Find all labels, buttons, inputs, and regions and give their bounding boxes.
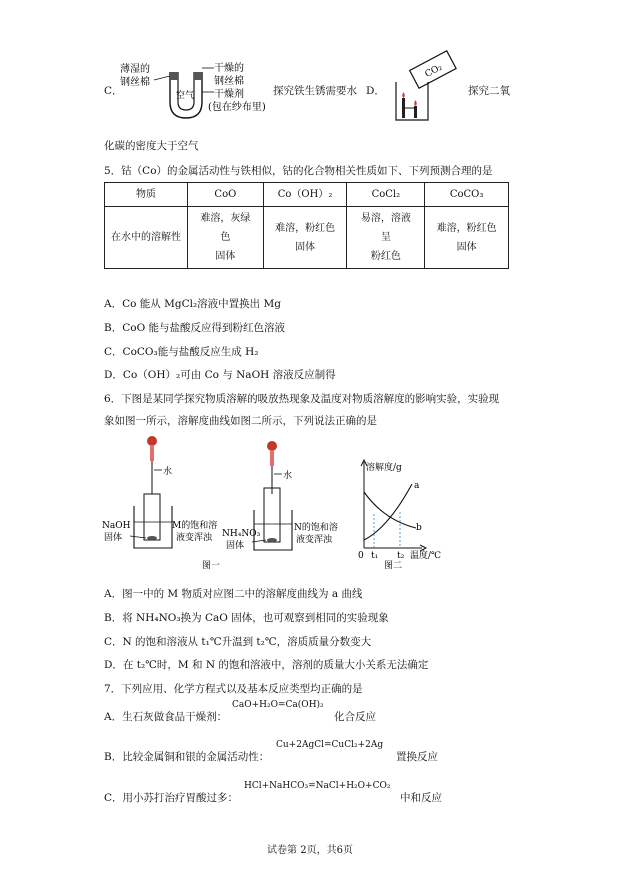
co2-density-figure [382,48,462,124]
table-cell [347,207,425,269]
q7-option-a-equation: CaO+H₂O=Ca(OH)₂ [232,700,324,710]
q7-stem: 7．下列应用、化学方程式以及基本反应类型均正确的是 [104,683,363,695]
dissolution-experiment-figure [102,432,342,574]
option-d-label: D． [366,85,385,97]
cell-line: 易溶，溶液 [360,213,411,224]
fig1-nh4-1: NH₄NO₃ [222,529,261,539]
fig2-curve-b: b [416,523,422,533]
fig1-water-right: 水 [283,471,293,481]
q7-option-b-type: 置换反应 [396,751,438,763]
table-row [105,207,509,269]
table-cell [425,207,509,269]
option-d-text: 探究二氧 [468,85,510,97]
table-header-cell: CoCl₂ [347,183,425,207]
fig2-t2: t₂ [397,551,405,561]
fig1-m-1: M的饱和溶 [172,521,218,531]
table-header-row [105,183,509,207]
cell-line: 色 [220,232,231,243]
fig-label-desiccant: 干燥剂 [214,89,244,100]
table-header-cell: CoO [188,183,264,207]
q7-option-a-type: 化合反应 [334,711,376,723]
q7-option-c-equation: HCl+NaHCO₃=NaCl+H₂O+CO₂ [244,781,391,791]
q5-option-b: B．CoO 能与盐酸反应得到粉红色溶液 [104,322,286,334]
q6-stem-line-1: 6．下图是某同学探究物质溶解的吸放热现象及温度对物质溶解度的影响实验，实验现 [104,393,500,405]
q7-option-b-label: B．比较金属铜和银的金属活动性： [104,751,270,763]
page-footer: 试卷第 2页，共6页 [267,845,353,856]
fig-label-wet-wool-2: 钢丝棉 [120,77,150,88]
q6-stem-line-2: 象如图一所示，溶解度曲线如图二所示，下列说法正确的是 [104,415,377,427]
co2-label: CO₂ [423,62,445,80]
rust-experiment-figure [118,58,268,130]
fig2-curve-a: a [414,481,420,491]
fig1-n-1: N的饱和溶 [294,523,338,533]
q5-stem: 5．钴（Co）的金属活动性与铁相似，钴的化合物相关性质如下、下列预测合理的是 [104,165,493,177]
q5-option-c: C．CoCO₃能与盐酸反应生成 H₂ [104,346,259,358]
fig2-origin: 0 [358,551,364,561]
option-d-text-cont: 化碳的密度大于空气 [104,140,199,152]
fig1-caption: 图一 [202,561,221,571]
table-header-cell: Co（OH）₂ [263,183,347,207]
fig2-caption: 图二 [384,561,403,570]
cell-line: 呈 [380,232,391,243]
q7-option-c-type: 中和反应 [400,792,442,804]
fig1-naoh-1: NaOH [102,521,131,531]
q6-option-b: B．将 NH₄NO₃换为 CaO 固体，也可观察到相同的实验现象 [104,612,389,624]
q6-option-d: D．在 t₂℃时，M 和 N 的饱和溶液中，溶剂的质量大小关系无法确定 [104,659,429,671]
fig-label-dry-1: 干燥的 [214,63,244,74]
fig-label-air: 空气 [176,91,195,101]
option-c-label: C． [104,85,123,97]
cell-line: 难溶，粉红色 [275,222,336,234]
fig1-water-left: 水 [163,467,173,477]
table-header-cell: 物质 [105,183,188,207]
q6-option-c: C．N 的饱和溶液从 t₁℃升温到 t₂℃，溶质质量分数变大 [104,636,372,648]
table-cell [188,207,264,269]
q6-option-a: A．图一中的 M 物质对应图二中的溶解度曲线为 a 曲线 [104,588,363,600]
q7-option-a-label: A．生石灰做食品干燥剂： [104,711,228,723]
option-c-text: 探究铁生锈需要水 [273,85,357,97]
fig1-n-2: 液变浑浊 [296,535,333,545]
q7-option-c-label: C．用小苏打治疗胃酸过多： [104,792,239,804]
fig-label-dry-2: 钢丝棉 [214,76,244,87]
cell-line: 难溶，粉红色 [436,222,497,234]
fig1-m-2: 液变浑浊 [176,533,213,543]
q5-option-d: D．Co（OH）₂可由 Co 与 NaOH 溶液反应制得 [104,369,336,381]
fig2-t1: t₁ [371,551,379,561]
q7-option-b-equation: Cu+2AgCl=CuCl₂+2Ag [276,740,384,750]
cell-line: 固体 [456,241,477,253]
table-row-label: 在水中的溶解性 [105,207,188,269]
fig1-naoh-2: 固体 [104,533,123,543]
cell-line: 难溶，灰绿 [200,213,251,224]
table-header-cell: CoCO₃ [425,183,509,207]
q5-option-a: A．Co 能从 MgCl₂溶液中置换出 Mg [104,298,281,310]
fig2-xlabel: 温度/℃ [410,551,442,561]
fig1-nh4-2: 固体 [226,541,245,551]
table-cell [263,207,347,269]
fig-label-wet-wool-1: 薄湿的 [120,64,150,75]
fig-label-gauze: (包在纱布里) [208,102,266,113]
cell-line: 粉红色 [370,251,401,262]
solubility-curve-figure [350,458,462,570]
cobalt-properties-table [104,182,509,269]
cell-line: 固体 [295,241,316,253]
fig2-ylabel: 溶解度/g [366,463,402,473]
cell-line: 固体 [215,251,236,262]
